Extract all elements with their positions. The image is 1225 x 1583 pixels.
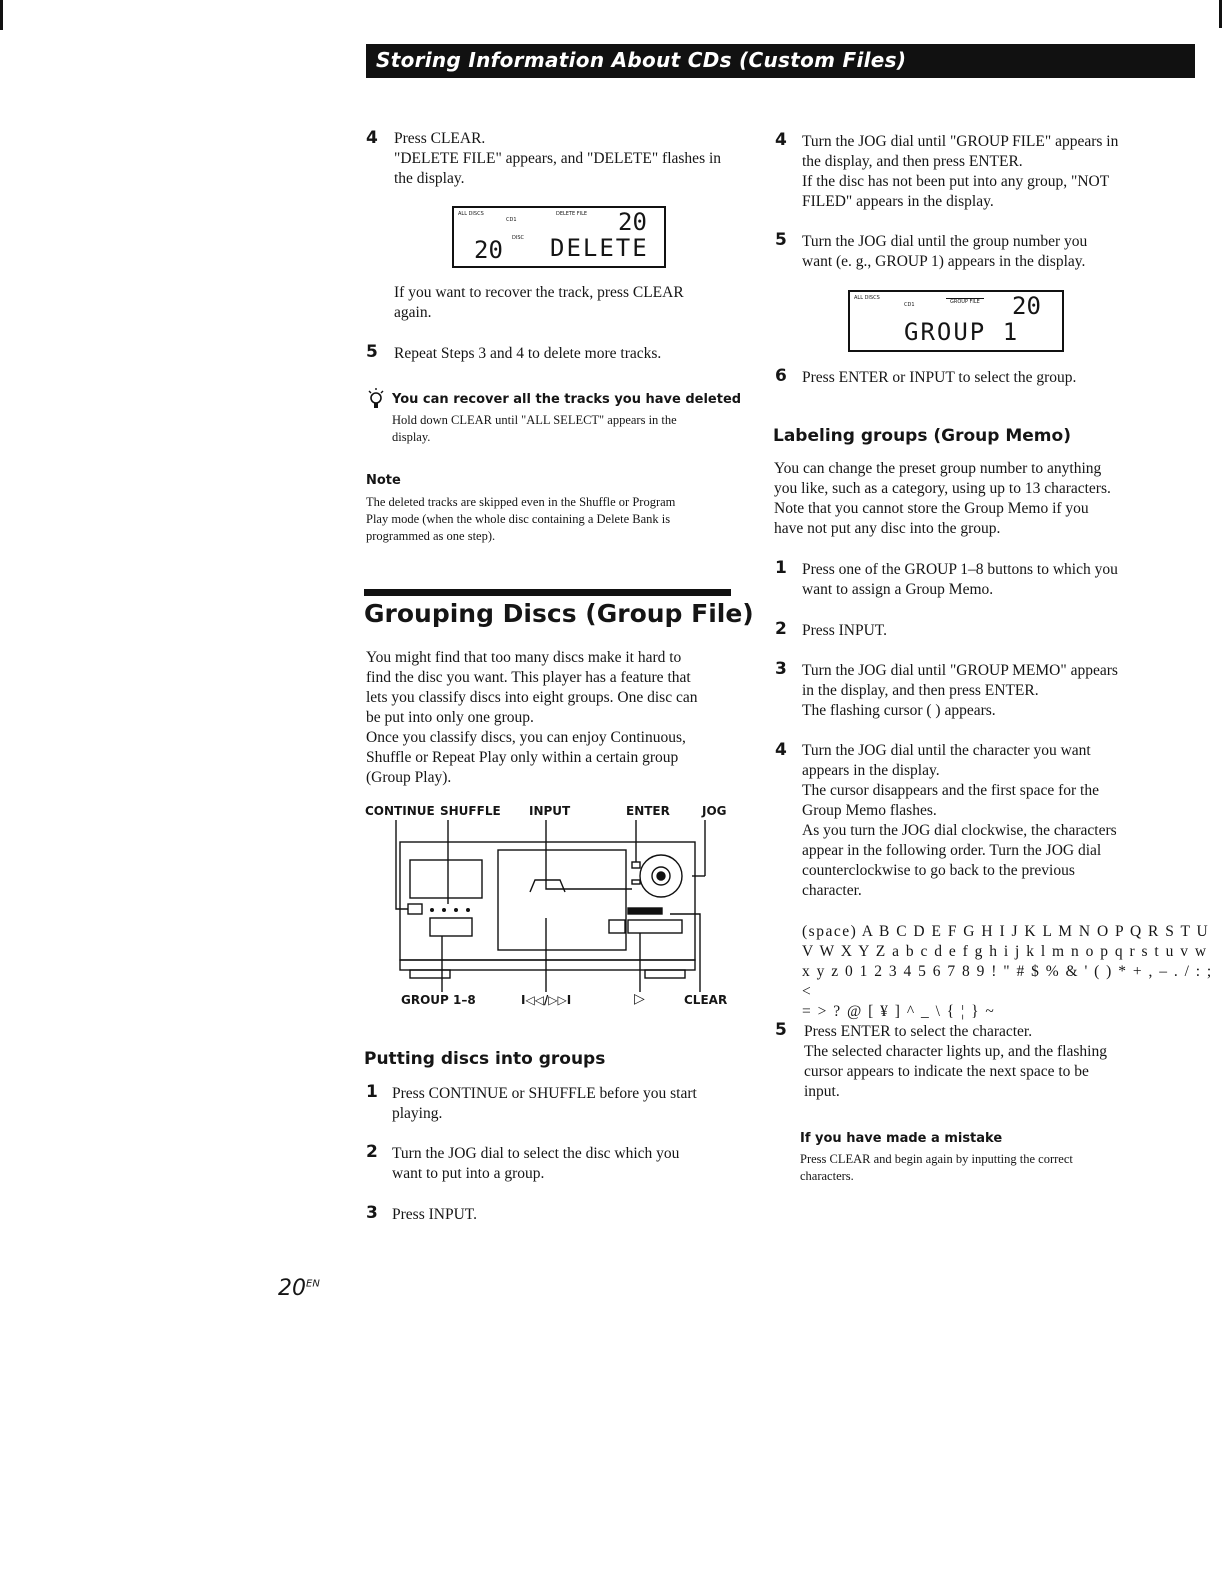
tip-lightbulb-icon (366, 386, 386, 410)
lcd-word: GROUP 1 (904, 318, 1020, 346)
lcd-label: GROUP FILE (946, 298, 984, 305)
text-line: display. (392, 430, 431, 444)
lcd-label: CD1 (506, 217, 517, 223)
diagram-label-enter: ENTER (626, 804, 670, 818)
step-number: 5 (366, 342, 378, 362)
text-line: appear in the following order. Turn the JOG dial (802, 842, 1102, 859)
note-text (366, 494, 675, 545)
section-rule (364, 589, 731, 596)
text-line: Note that you cannot store the Group Memo if you (774, 500, 1089, 517)
lcd-label: CD1 (904, 302, 915, 308)
step-number: 4 (775, 130, 787, 150)
step-line: the display. (394, 170, 465, 187)
text-line: If you want to recover the track, press CLEAR (394, 284, 684, 301)
text-line: Group Memo flashes. (802, 802, 937, 819)
subsection-title: Labeling groups (Group Memo) (773, 426, 1071, 446)
text-line: again. (394, 304, 432, 321)
text-line: Shuffle or Repeat Play only within a certain group (366, 749, 679, 766)
text-line: find the disc you want. This player has a feature that (366, 669, 691, 686)
lcd-label: ALL DISCS (854, 295, 880, 301)
text-line: (Group Play). (366, 769, 452, 786)
text-line: want (e. g., GROUP 1) appears in the display. (802, 253, 1086, 270)
note-title: Note (366, 473, 401, 488)
text-line: playing. (392, 1105, 443, 1122)
text-line: appears in the display. (802, 762, 940, 779)
lcd-display-delete (452, 206, 666, 268)
text-line: lets you classify discs into eight groups. One disc can (366, 689, 698, 706)
text-line: FILED" appears in the display. (802, 193, 994, 210)
text-line: Press ENTER to select the character. (804, 1023, 1033, 1040)
text-line: Press one of the GROUP 1–8 buttons to which you (802, 561, 1118, 578)
text-line: You might find that too many discs make it hard to (366, 649, 682, 666)
text-line: be put into only one group. (366, 709, 534, 726)
page-number-suffix: EN (306, 1278, 320, 1290)
text-line: V W X Y Z a b c d e f g h i j k l m n o p q r s t u v w (802, 943, 1208, 960)
text-line: you like, such as a category, using up to 13 characters. (774, 480, 1111, 497)
step-text: Press ENTER or INPUT to select the group. (802, 369, 1077, 386)
text-line: cursor appears to indicate the next space to be (804, 1063, 1089, 1080)
text-line: counterclockwise to go back to the previous (802, 862, 1075, 879)
text-line: If the disc has not been put into any group, "NOT (802, 173, 1110, 190)
diagram-label-clear: CLEAR (684, 993, 728, 1007)
margin-rule-left (0, 0, 3, 30)
step-number: 5 (775, 230, 787, 250)
text-line: Press CLEAR and begin again by inputting the correct (800, 1152, 1073, 1166)
text-line: Turn the JOG dial to select the disc which you (392, 1145, 680, 1162)
text-line: want to put into a group. (392, 1165, 545, 1182)
step-text (394, 129, 721, 189)
cd-player-diagram (370, 820, 730, 1000)
step-text (802, 232, 1087, 272)
text-line: (space) A B C D E F G H I J K L M N O P Q R S T U (802, 923, 1210, 940)
text-line: Turn the JOG dial until the character you want (802, 742, 1091, 759)
text-line: You can change the preset group number to anything (774, 460, 1102, 477)
text-line: have not put any disc into the group. (774, 520, 1001, 537)
step-text (802, 560, 1118, 600)
text-line: Play mode (when the whole disc containing a Delete Bank is (366, 512, 671, 526)
text-line: The flashing cursor ( ) appears. (802, 702, 996, 719)
step-text: Press INPUT. (802, 622, 887, 639)
step-number: 4 (366, 128, 378, 148)
step-text (392, 1144, 679, 1184)
page-number-value: 20 (278, 1276, 306, 1301)
text-line: Hold down CLEAR until "ALL SELECT" appears in the (392, 413, 677, 427)
text-line: The cursor disappears and the first space for the (802, 782, 1099, 799)
step-number: 1 (366, 1082, 378, 1102)
text-line: x y z 0 1 2 3 4 5 6 7 8 9 ! " # $ % & ' ( ) * + , – . / : ; < (802, 963, 1213, 1000)
step-text: Press INPUT. (392, 1206, 477, 1223)
section-title: Grouping Discs (Group File) (364, 599, 754, 628)
tip-text (392, 412, 677, 446)
subsection-title: Putting discs into groups (364, 1049, 606, 1069)
text-line: As you turn the JOG dial clockwise, the characters (802, 822, 1117, 839)
section-intro (366, 648, 697, 788)
mistake-title: If you have made a mistake (800, 1131, 1003, 1146)
diagram-label-skip: I◁◁/▷▷I (521, 993, 572, 1007)
text-line: character. (802, 882, 862, 899)
step-text (392, 1084, 697, 1124)
diagram-label-jog: JOG (702, 804, 727, 818)
lcd-display-group (848, 290, 1064, 352)
text-line: programmed as one step). (366, 529, 496, 543)
lcd-number: 20 (1012, 292, 1041, 320)
step-line: "DELETE FILE" appears, and "DELETE" flashes in (394, 150, 722, 167)
diagram-label-shuffle: SHUFFLE (440, 804, 501, 818)
text-line: Turn the JOG dial until the group number you (802, 233, 1088, 250)
text-line: The selected character lights up, and the flashing (804, 1043, 1107, 1060)
mistake-text (800, 1151, 1073, 1185)
diagram-label-group: GROUP 1–8 (401, 993, 476, 1007)
lcd-label: ALL DISCS (458, 211, 484, 217)
text-line: = > ? @ [ ¥ ] ^ _ \ { ¦ } ~ (802, 1003, 996, 1020)
step-number: 3 (366, 1203, 378, 1223)
step-text (804, 1022, 1107, 1102)
lcd-label: DISC (512, 235, 524, 241)
text-line: The deleted tracks are skipped even in the Shuffle or Program (366, 495, 676, 509)
text-line: characters. (800, 1169, 854, 1183)
diagram-label-continue: CONTINUE (365, 804, 435, 818)
recover-text (394, 283, 684, 323)
step-number: 2 (775, 619, 787, 639)
step-number: 1 (775, 558, 787, 578)
memo-intro (774, 459, 1111, 539)
text-line: Once you classify discs, you can enjoy Continuous, (366, 729, 686, 746)
step-number: 4 (775, 740, 787, 760)
text-line: input. (804, 1083, 840, 1100)
step-number: 3 (775, 659, 787, 679)
diagram-label-play: ▷ (634, 991, 645, 1007)
step-text (802, 741, 1117, 901)
diagram-label-input: INPUT (529, 804, 571, 818)
header-title: Storing Information About CDs (Custom Files) (376, 48, 907, 72)
character-set (802, 922, 1225, 1022)
lcd-number: 20 (618, 208, 647, 236)
step-line: Press CLEAR. (394, 130, 486, 147)
text-line: the display, and then press ENTER. (802, 153, 1023, 170)
tip-title: You can recover all the tracks you have deleted (392, 392, 742, 407)
step-number: 5 (775, 1020, 787, 1040)
step-number: 6 (775, 366, 787, 386)
text-line: Turn the JOG dial until "GROUP MEMO" appears (802, 662, 1118, 679)
page-number (278, 1276, 320, 1301)
lcd-word: DELETE (550, 234, 649, 262)
text-line: Press CONTINUE or SHUFFLE before you start (392, 1085, 697, 1102)
margin-rule-right (1219, 0, 1222, 28)
lcd-disc-number: 20 (474, 236, 503, 264)
step-text (802, 132, 1118, 212)
text-line: want to assign a Group Memo. (802, 581, 994, 598)
step-text (802, 661, 1118, 721)
text-line: in the display, and then press ENTER. (802, 682, 1039, 699)
text-line: Turn the JOG dial until "GROUP FILE" appears in (802, 133, 1119, 150)
step-number: 2 (366, 1142, 378, 1162)
lcd-label: DELETE FILE (556, 211, 588, 217)
step-text: Repeat Steps 3 and 4 to delete more tracks. (394, 345, 662, 362)
